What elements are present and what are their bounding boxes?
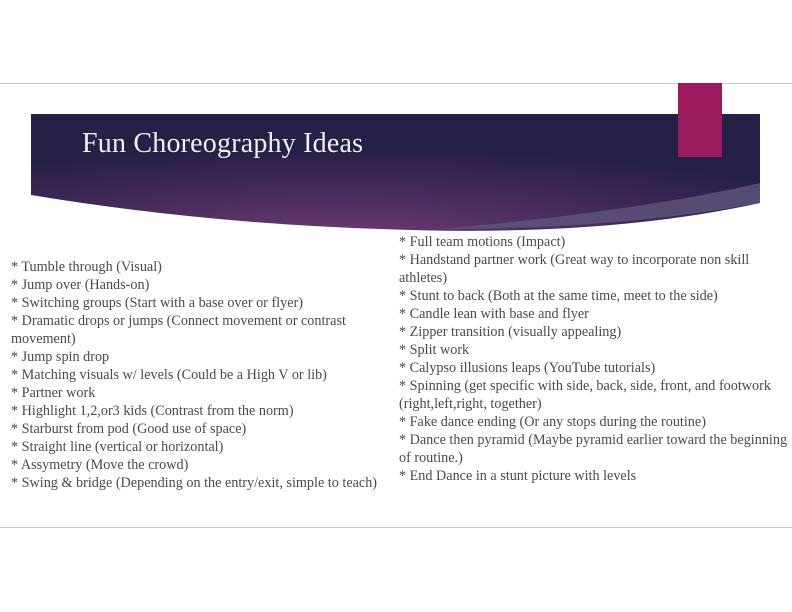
left-idea-list (11, 258, 403, 492)
right-idea-list (399, 233, 791, 485)
list-item: * Full team motions (Impact) (399, 234, 566, 250)
list-item: * Highlight 1,2,or3 kids (Contrast from the norm) (11, 403, 294, 419)
list-item: * Zipper transition (visually appealing) (399, 324, 622, 340)
bottom-divider (0, 527, 792, 528)
list-item: * Spinning (get specific with side, back, side, front, and footwork (right,left,right, together) (399, 378, 771, 412)
list-item: * Handstand partner work (Great way to incorporate non skill athletes) (399, 252, 750, 286)
list-item: * Fake dance ending (Or any stops during the routine) (399, 414, 706, 430)
list-item: * Stunt to back (Both at the same time, meet to the side) (399, 288, 718, 304)
list-item: * Assymetry (Move the crowd) (11, 457, 189, 473)
list-item: * Switching groups (Start with a base over or flyer) (11, 295, 303, 311)
list-item: * Jump over (Hands-on) (11, 277, 150, 293)
title-banner (0, 83, 792, 243)
list-item: * Straight line (vertical or horizontal) (11, 439, 224, 455)
list-item: * Starburst from pod (Good use of space) (11, 421, 247, 437)
list-item: * Partner work (11, 385, 96, 401)
list-item: * Candle lean with base and flyer (399, 306, 589, 322)
list-item: * End Dance in a stunt picture with levels (399, 468, 637, 484)
list-item: * Matching visuals w/ levels (Could be a High V or lib) (11, 367, 327, 383)
list-item: * Jump spin drop (11, 349, 110, 365)
accent-tab (678, 83, 722, 157)
slide-title: Fun Choreography Ideas (82, 128, 364, 159)
list-item: * Calypso illusions leaps (YouTube tutorials) (399, 360, 656, 376)
list-item: * Swing & bridge (Depending on the entry/exit, simple to teach) (11, 475, 378, 491)
list-item: * Split work (399, 342, 470, 358)
list-item: * Tumble through (Visual) (11, 259, 162, 275)
list-item: * Dramatic drops or jumps (Connect movement or contrast movement) (11, 313, 346, 347)
list-item: * Dance then pyramid (Maybe pyramid earlier toward the beginning of routine.) (399, 432, 788, 466)
